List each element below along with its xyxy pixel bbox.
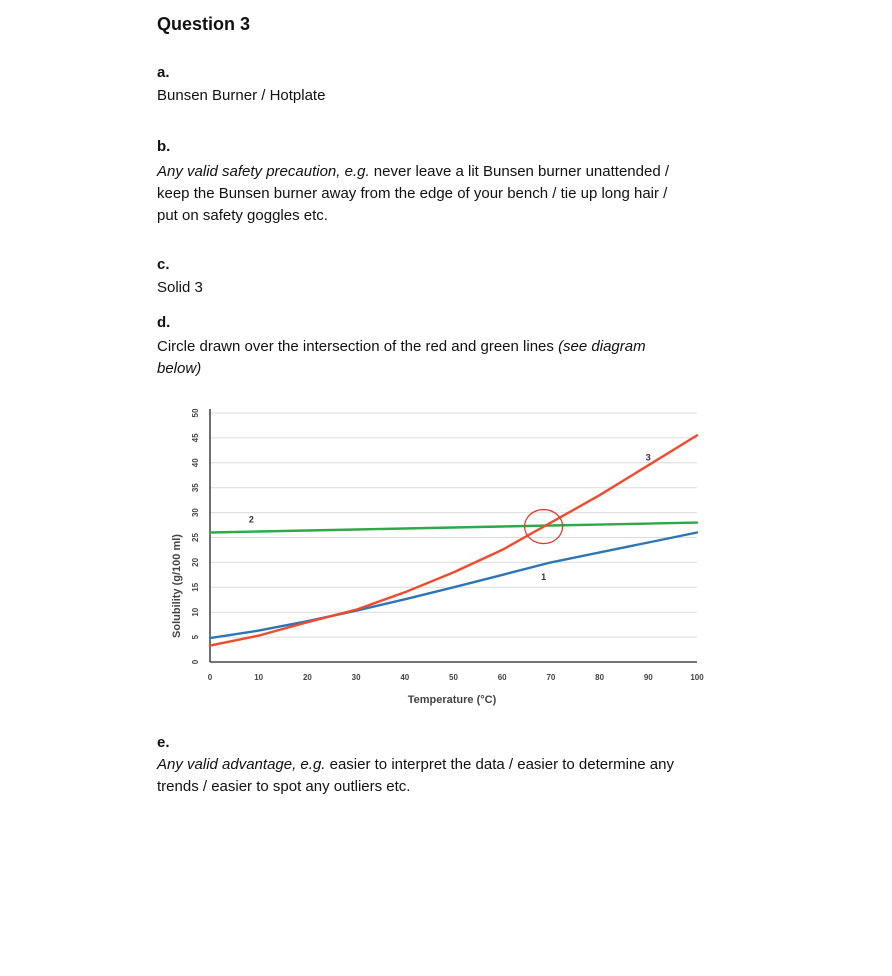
y-tick-label: 45: [191, 433, 201, 443]
series-line-1: [210, 533, 697, 639]
series-label: 2: [248, 514, 254, 525]
y-tick-label: 0: [191, 659, 201, 665]
y-tick-label: 15: [191, 582, 201, 592]
y-tick-label: 5: [191, 634, 201, 640]
solubility-chart: [160, 398, 720, 713]
part-b-label: b.: [157, 138, 171, 155]
part-e-label: e.: [157, 734, 170, 751]
part-e-line2: trends / easier to spot any outliers etc.: [157, 778, 411, 795]
x-tick-label: 90: [643, 673, 653, 682]
x-tick-labels: [208, 673, 704, 682]
x-tick-label: 40: [400, 673, 410, 682]
question-title: Question 3: [157, 14, 251, 34]
chart-axes: [210, 409, 697, 662]
y-tick-label: 50: [191, 408, 201, 418]
part-b-line2: keep the Bunsen burner away from the edge of your bench / tie up long hair /: [157, 185, 668, 202]
part-e-line1: easier to interpret the data / easier to determine any: [325, 756, 674, 773]
part-d-line1: Circle drawn over the intersection of the red and green lines: [157, 338, 559, 355]
x-tick-label: 60: [497, 673, 507, 682]
part-b-lead: Any valid safety precaution, e.g.: [157, 163, 370, 180]
series-line-3: [210, 435, 697, 645]
y-tick-label: 35: [191, 483, 201, 493]
x-tick-label: 100: [690, 673, 704, 682]
part-e-lead: Any valid advantage, e.g.: [157, 756, 326, 773]
series-label: 3: [645, 452, 651, 463]
part-b-answer: [157, 161, 797, 227]
x-tick-label: 70: [546, 673, 556, 682]
data-lines: [210, 435, 697, 645]
y-tick-label: 30: [191, 508, 201, 518]
part-d-answer: [157, 336, 797, 380]
y-tick-label: 25: [191, 533, 201, 542]
part-c-answer: Solid 3: [157, 279, 203, 296]
part-d-note: (see diagram: [558, 338, 646, 355]
part-b-line1: never leave a lit Bunsen burner unattended /: [369, 163, 669, 180]
x-tick-label: 10: [254, 673, 264, 682]
part-d-note-line2: below): [157, 360, 202, 377]
y-tick-label: 20: [191, 557, 201, 567]
part-a-answer: Bunsen Burner / Hotplate: [157, 87, 326, 104]
x-axis-label: Temperature (°C): [407, 694, 497, 706]
part-a-label: a.: [157, 64, 170, 81]
x-tick-label: 0: [207, 673, 213, 682]
y-tick-label: 40: [191, 458, 201, 468]
series-label: 1: [541, 571, 547, 582]
x-tick-label: 80: [595, 673, 605, 682]
y-tick-label: 10: [191, 607, 201, 617]
y-axis-label: Solubility (g/100 ml): [171, 534, 183, 638]
x-tick-label: 30: [351, 673, 361, 682]
x-tick-label: 20: [302, 673, 312, 682]
part-d-label: d.: [157, 314, 171, 331]
part-c-label: c.: [157, 256, 170, 273]
series-line-2: [210, 523, 697, 533]
y-tick-labels: [191, 408, 200, 664]
x-tick-label: 50: [449, 673, 458, 682]
part-b-line3: put on safety goggles etc.: [157, 207, 328, 224]
part-e-answer: [157, 754, 797, 798]
